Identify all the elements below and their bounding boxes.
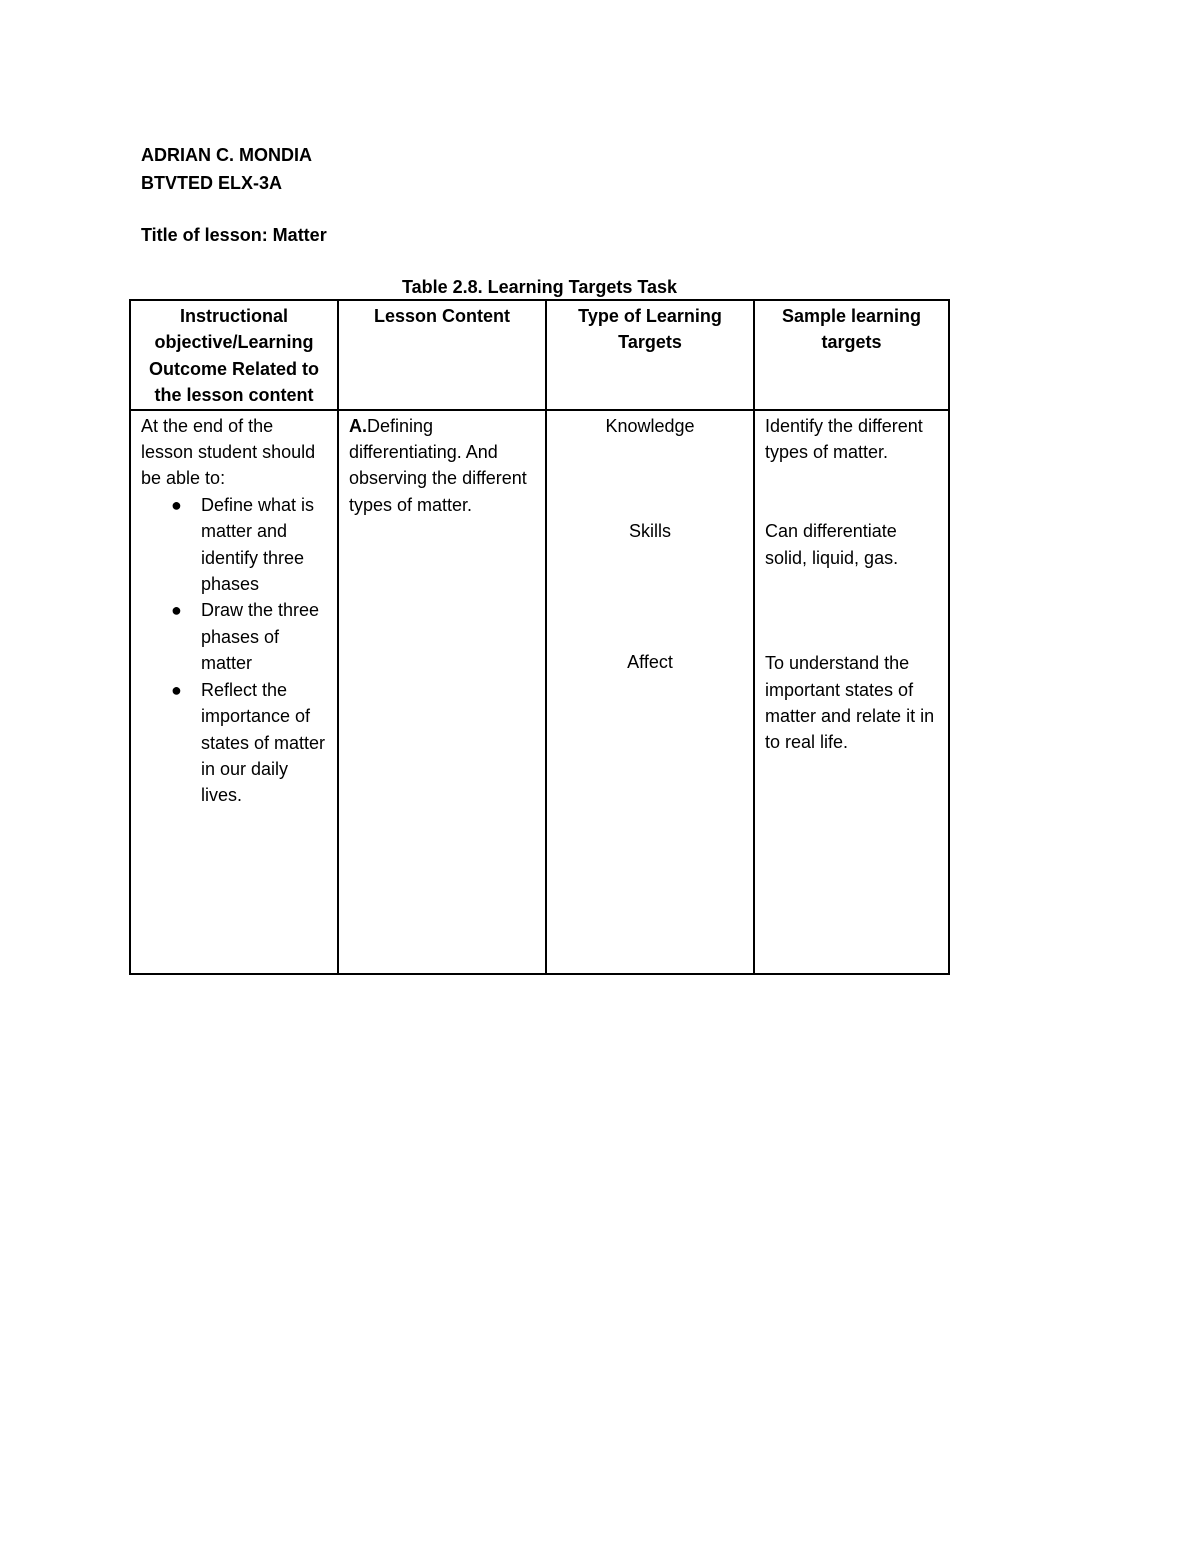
table-header-row [130, 300, 949, 410]
column-header-sample-targets: Sample learning targets [754, 300, 949, 410]
bullet-icon: ● [171, 679, 182, 700]
lesson-content-text: Defining differentiating. And observing the different types of matter. [349, 415, 527, 515]
target-type-skills: Skills [628, 521, 671, 542]
bullet-icon: ● [171, 494, 182, 515]
class-section: BTVTED ELX-3A [141, 173, 283, 193]
objectives-list [141, 492, 327, 809]
sample-targets-cell [754, 410, 949, 974]
learning-targets-table [129, 299, 950, 975]
lesson-content-label: A. [349, 415, 367, 436]
column-header-objective: Instructional objective/Learning Outcome Related to the lesson content [130, 300, 338, 410]
sample-target-skills: Can differentiate solid, liquid, gas. [765, 521, 899, 568]
spacer [765, 571, 938, 650]
column-header-lesson-content: Lesson Content [338, 300, 546, 410]
list-item [171, 677, 327, 809]
list-item [171, 597, 327, 676]
target-types-cell [546, 410, 754, 974]
sample-target-affect: To understand the important states of matter and relate it in to real life. [765, 653, 935, 753]
spacer [557, 439, 743, 518]
objective-text: Define what is matter and identify three phases [201, 494, 315, 595]
lesson-title: Title of lesson: Matter [141, 225, 327, 245]
list-item [171, 492, 327, 598]
spacer [557, 544, 743, 649]
lesson-content-cell [338, 410, 546, 974]
table-caption: Table 2.8. Learning Targets Task [401, 277, 678, 297]
objective-text: Reflect the importance of states of matter in our daily lives. [201, 679, 326, 806]
target-type-knowledge: Knowledge [605, 415, 695, 436]
spacer [765, 465, 938, 518]
objectives-intro: At the end of the lesson student should be able to: [141, 415, 316, 489]
objectives-cell [130, 410, 338, 974]
objective-text: Draw the three phases of matter [201, 600, 320, 674]
sample-target-knowledge: Identify the different types of matter. [765, 415, 923, 463]
target-type-affect: Affect [627, 652, 673, 673]
column-header-target-type: Type of Learning Targets [546, 300, 754, 410]
bullet-icon: ● [171, 600, 182, 621]
author-name: ADRIAN C. MONDIA [141, 145, 312, 165]
table-row [130, 410, 949, 974]
